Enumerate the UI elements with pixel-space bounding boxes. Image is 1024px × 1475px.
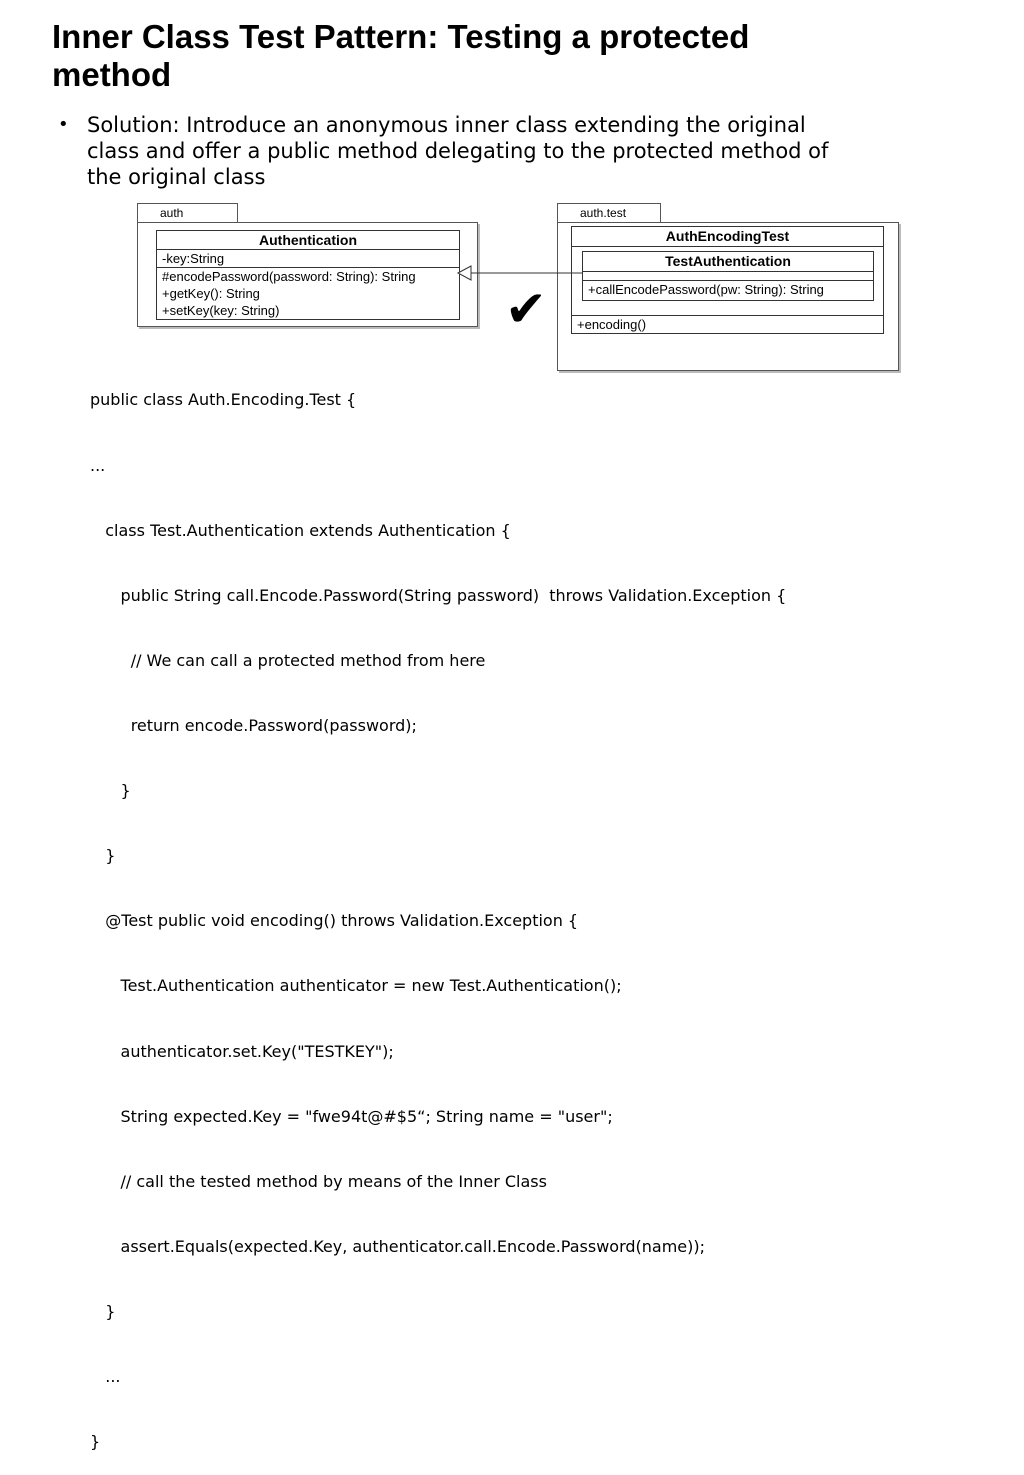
code-line: Test.Authentication authenticator = new Test.Authentication(); [90,976,622,996]
code-line: } [90,846,116,866]
code-line: @Test public void encoding() throws Validation.Exception { [90,911,579,931]
code-line: authenticator.set.Key("TESTKEY"); [90,1041,394,1061]
code-line: } [90,1432,101,1452]
bullet-line-3: the original class [87,165,266,189]
auth-package-tab: auth [137,203,238,223]
title-line-2: method [52,56,172,93]
bullet-line-1: Solution: Introduce an anonymous inner class extending the original [87,113,806,137]
code-line: ... [90,1367,121,1387]
code-line: // call the tested method by means of the Inner Class [90,1171,547,1191]
code-line: } [90,1301,116,1321]
arrow-head [458,266,471,280]
operation-get-key: +getKey(): String [162,286,260,301]
operation-encoding: +encoding() [577,317,647,332]
bullet-dot: • [58,114,69,135]
authentication-attribute: -key:String [157,250,459,268]
code-block [90,346,786,1475]
auth-encoding-test-class-name: AuthEncodingTest [572,227,883,247]
bullet-line-2: class and offer a public method delegating to the protected method of [87,139,829,163]
code-line: public String call.Encode.Password(String password) throws Validation.Exception { [90,585,787,605]
code-line: // We can call a protected method from here [90,650,486,670]
code-line: String expected.Key = "fwe94t@#$5“; String name = "user"; [90,1106,613,1126]
code-line: } [90,781,131,801]
code-line: public class Auth.Encoding.Test { [90,390,357,410]
code-line: return encode.Password(password); [90,715,417,735]
code-line: ... [90,455,106,475]
operation-call-encode-password: +callEncodePassword(pw: String): String [588,282,824,297]
authentication-class-name: Authentication [157,231,459,250]
code-line: class Test.Authentication extends Authentication { [90,520,511,540]
test-authentication-class-name: TestAuthentication [583,252,873,272]
operation-encode-password: #encodePassword(password: String): String [162,269,416,284]
code-line: assert.Equals(expected.Key, authenticator.call.Encode.Password(name)); [90,1236,706,1256]
title-line-1: Inner Class Test Pattern: Testing a protected [52,18,750,55]
operation-set-key: +setKey(key: String) [162,303,280,318]
checkmark-icon: ✔ [505,280,547,338]
test-package-tab: auth.test [557,203,661,223]
